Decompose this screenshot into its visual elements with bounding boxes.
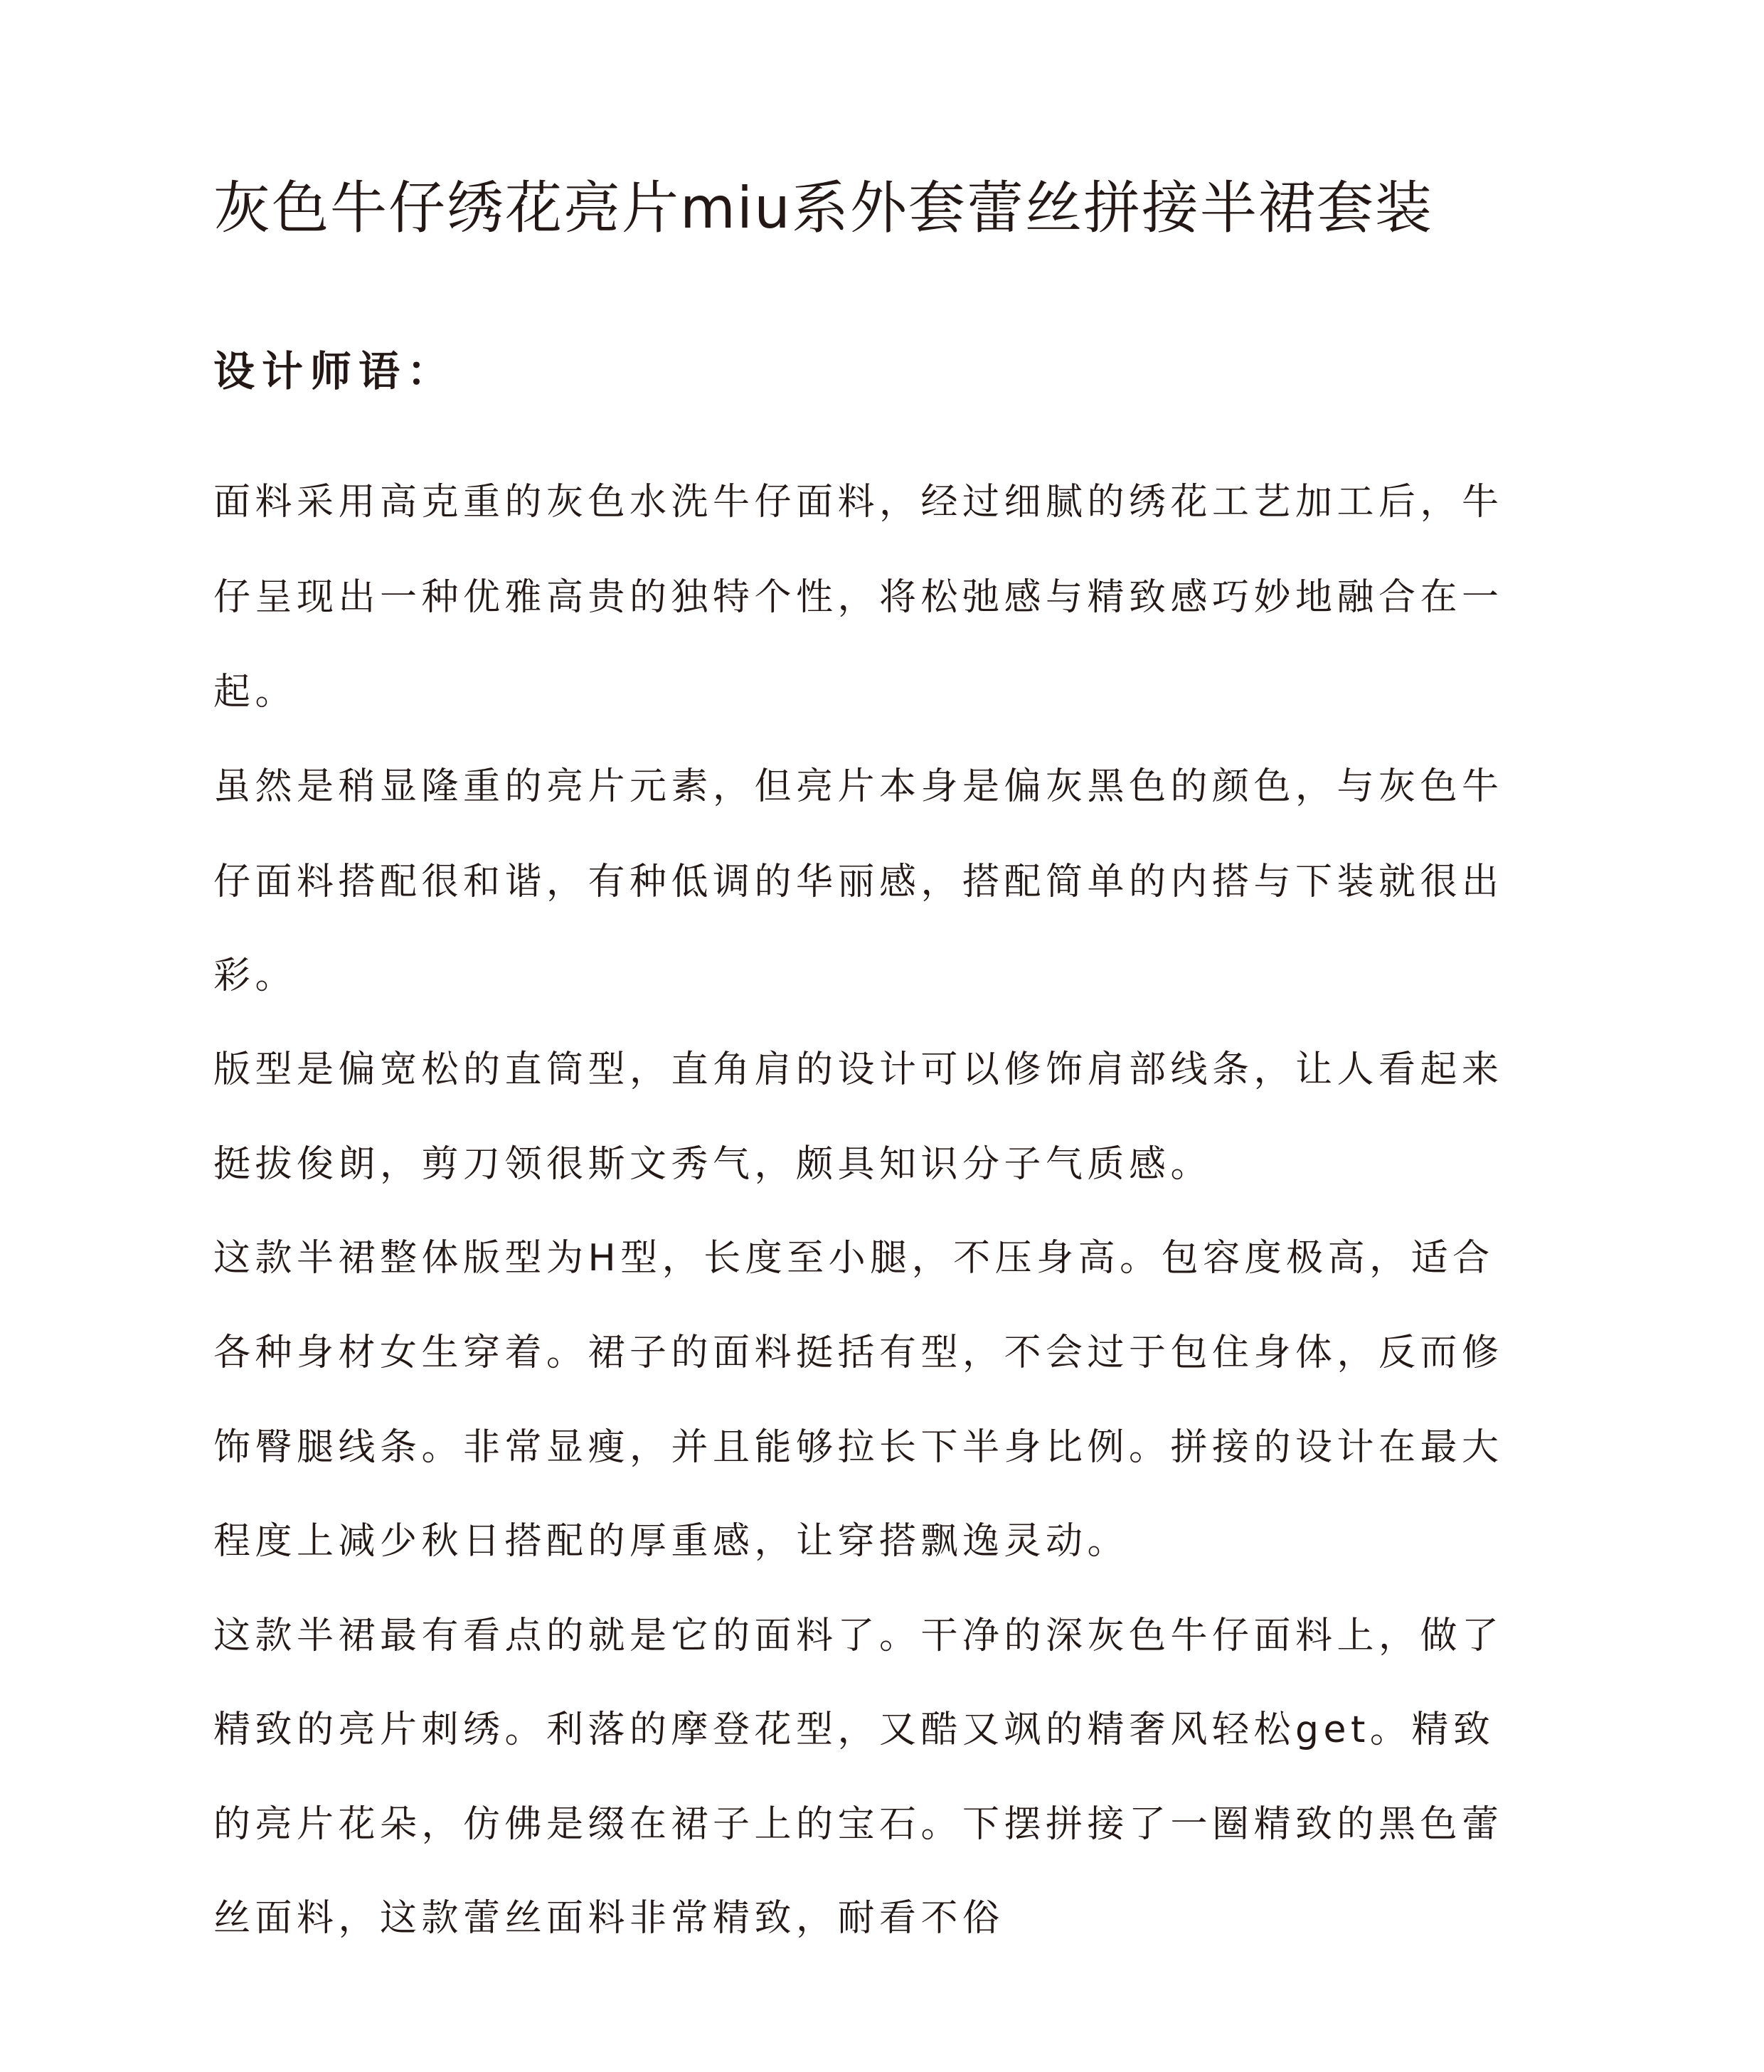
text-line: 这款半裙最有看点的就是它的面料了。干净的深灰色牛仔面料上，做了 <box>213 1615 1504 1657</box>
text-line: 的亮片花朵，仿佛是缀在裙子上的宝石。下摆拼接了一圈精致的黑色蕾 <box>213 1803 1504 1846</box>
text-line: 程度上减少秋日搭配的厚重感，让穿搭飘逸灵动。 <box>213 1520 1130 1563</box>
text-line: 仔呈现出一种优雅高贵的独特个性，将松弛感与精致感巧妙地融合在一 <box>213 576 1504 619</box>
text-line: 丝面料，这款蕾丝面料非常精致，耐看不俗 <box>213 1897 1004 1940</box>
text-line: 虽然是稍显隆重的亮片元素，但亮片本身是偏灰黑色的颜色，与灰色牛 <box>213 765 1504 808</box>
text-line: 面料采用高克重的灰色水洗牛仔面料，经过细腻的绣花工艺加工后，牛 <box>213 481 1504 524</box>
section-heading-designer-notes: 设计师语： <box>213 347 456 395</box>
text-line: 彩。 <box>213 955 297 997</box>
page-title: 灰色牛仔绣花亮片miu系外套蕾丝拼接半裙套装 <box>213 175 1433 241</box>
text-line: 饰臀腿线条。非常显瘦，并且能够拉长下半身比例。拼接的设计在最大 <box>213 1426 1504 1469</box>
text-line: 这款半裙整体版型为H型，长度至小腿，不压身高。包容度极高，适合 <box>213 1237 1494 1280</box>
text-line: 各种身材女生穿着。裙子的面料挺括有型，不会过于包住身体，反而修 <box>213 1332 1504 1374</box>
text-line: 挺拔俊朗，剪刀领很斯文秀气，颇具知识分子气质感。 <box>213 1143 1213 1186</box>
text-line: 仔面料搭配很和谐，有种低调的华丽感，搭配简单的内搭与下装就很出 <box>213 861 1504 903</box>
text-line: 版型是偏宽松的直筒型，直角肩的设计可以修饰肩部线条，让人看起来 <box>213 1048 1504 1091</box>
text-line: 精致的亮片刺绣。利落的摩登花型，又酷又飒的精奢风轻松get。精致 <box>213 1709 1495 1751</box>
text-line: 起。 <box>213 671 297 713</box>
